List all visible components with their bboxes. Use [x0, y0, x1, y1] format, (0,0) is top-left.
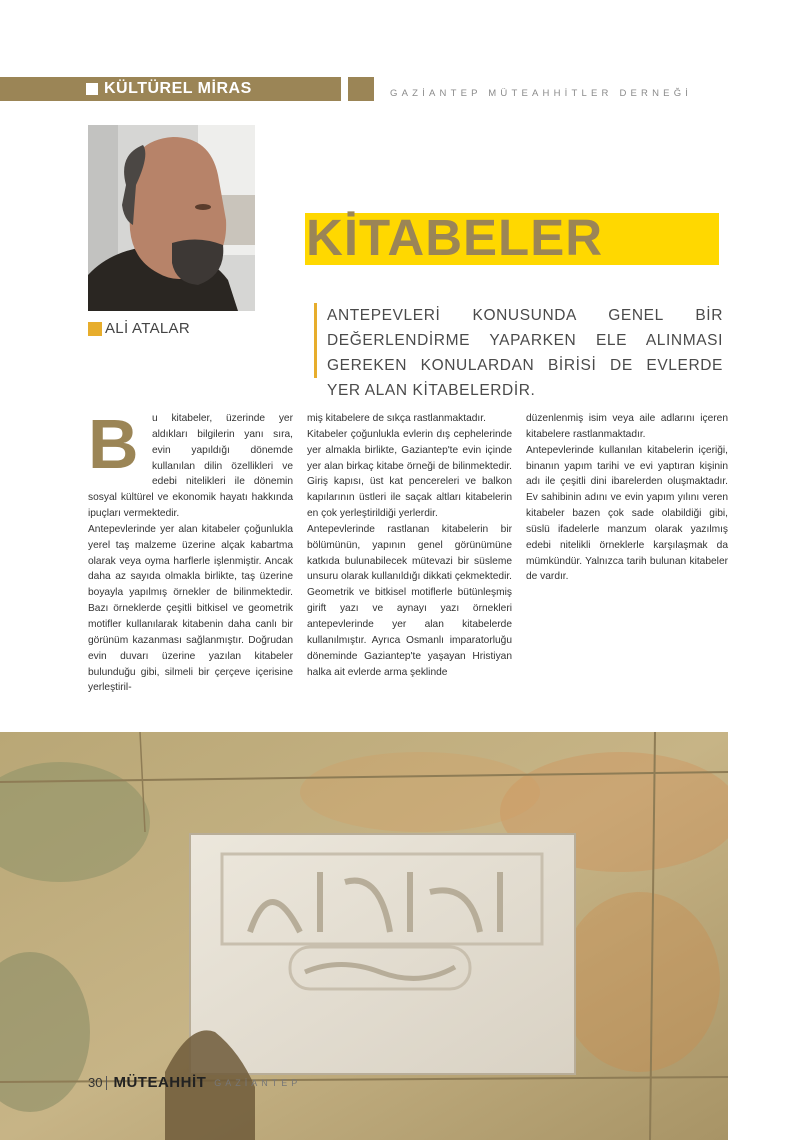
magazine-name: MÜTEAHHİT [113, 1074, 207, 1091]
magazine-subtitle: GAZİANTEP [214, 1077, 302, 1088]
lead-bar [314, 303, 317, 378]
footer-divider [106, 1076, 107, 1090]
drop-cap: B [88, 405, 139, 483]
page-footer [88, 1074, 301, 1091]
paragraph: Kitabeler çoğunlukla evlerin dış cephelerinde yer almakla birlikte, Gaziantep'te evin içinde yer alan birkaç kitabe örneği de bilinmektedir. Giriş kapısı, üst kat pencereleri ve balkon kapılarının üstleri ile saçak altları kitabelerin en çok yerleştirildiği yerlerdir. [307, 428, 512, 520]
section-label: KÜLTÜREL MİRAS [104, 80, 252, 97]
paragraph: Antepevlerinde kullanılan kitabelerin içeriği, binanın yapım tarihi ve evi yaptıran kişinin adı ile çeşitli dini ibarelerden oluşmaktadır. Ev sahibinin adını ve evin yapım yılını veren kitabeler bazen çok sade olabildiği gibi, süslü ifadelerle manzum olarak yazılmış edebi nitelikli örneklerle karşılaşmak da mümkündür. Yalnızca tarih bulunan kitabeler de vardır. [526, 444, 728, 583]
paragraph: düzenlenmiş isim veya aile adlarını içeren kitabelere rastlanmaktadır. [526, 413, 728, 440]
page-number: 30 [88, 1075, 103, 1090]
organization-name: GAZİANTEP MÜTEAHHİTLER DERNEĞİ [390, 88, 693, 99]
paragraph: Antepevlerinde yer alan kitabeler çoğunlukla yerel taş malzeme üzerine alçak kabartma olarak veya oyma harflerle işlenmiştir. Ancak daha az sayıda olmakla birlikte, taş üzerine boyayla yapılmış örnekler de bilinmektedir. Bazı örneklerde çeşitli bitkisel ve geometrik motifler kullanılarak kitabenin daha canlı bir görünüm kazanması sağlanmıştır. Doğrudan evin duvarı üzerine yazılan kitabeler bulunduğu gibi, silmeli bir çerçeve içerisine yerleştiril- [88, 523, 293, 694]
article-lead: ANTEPEVLERİ KONUSUNDA GENEL BİR DEĞERLENDİRME YAPARKEN ELE ALINMASI GEREKEN KONULARDAN BİRİSİ DE EVLERDE YER ALAN KİTABELERDİR. [327, 307, 723, 399]
author-name: ALİ ATALAR [105, 320, 190, 337]
paragraph: miş kitabelere de sıkça rastlanmaktadır. [307, 413, 486, 424]
paragraph: u kitabeler, üzerinde yer aldıkları bilgilerin yanı sıra, evin yapıldığı dönemde kullanılan dilin özellikleri ve edebi nitelikleri ile dönemin sosyal kültürel ve ekonomik hayatı hakkında ipuçları vermektedir. [88, 413, 293, 520]
author-square-icon [88, 322, 102, 336]
article-title: KİTABELER [306, 209, 604, 266]
author-photo [88, 125, 255, 311]
paragraph: Antepevlerinde rastlanan kitabelerin bir bölümünün, yapının genel görünümüne katkıda bulunabilecek mütevazi bir süsleme unsuru olarak kullanıldığı dikkati çekmektedir. Geometrik ve bitkisel motiflerle bütünleşmiş girift yazı ve aynayı yazı örnekleri antepevlerinde yer alan kitabelerde kullanılmıştır. Ayrıca Osmanlı imparatorluğu döneminde Gaziantep'te yaşayan Hristiyan halka ait evlerde arma şeklinde [307, 523, 512, 678]
section-square-icon [86, 83, 98, 95]
author-byline [88, 320, 190, 337]
body-column-1 [88, 405, 293, 696]
body-column-2 [307, 411, 512, 680]
body-column-3 [526, 411, 728, 585]
header-block [348, 77, 374, 101]
section-header-bar [0, 77, 341, 101]
